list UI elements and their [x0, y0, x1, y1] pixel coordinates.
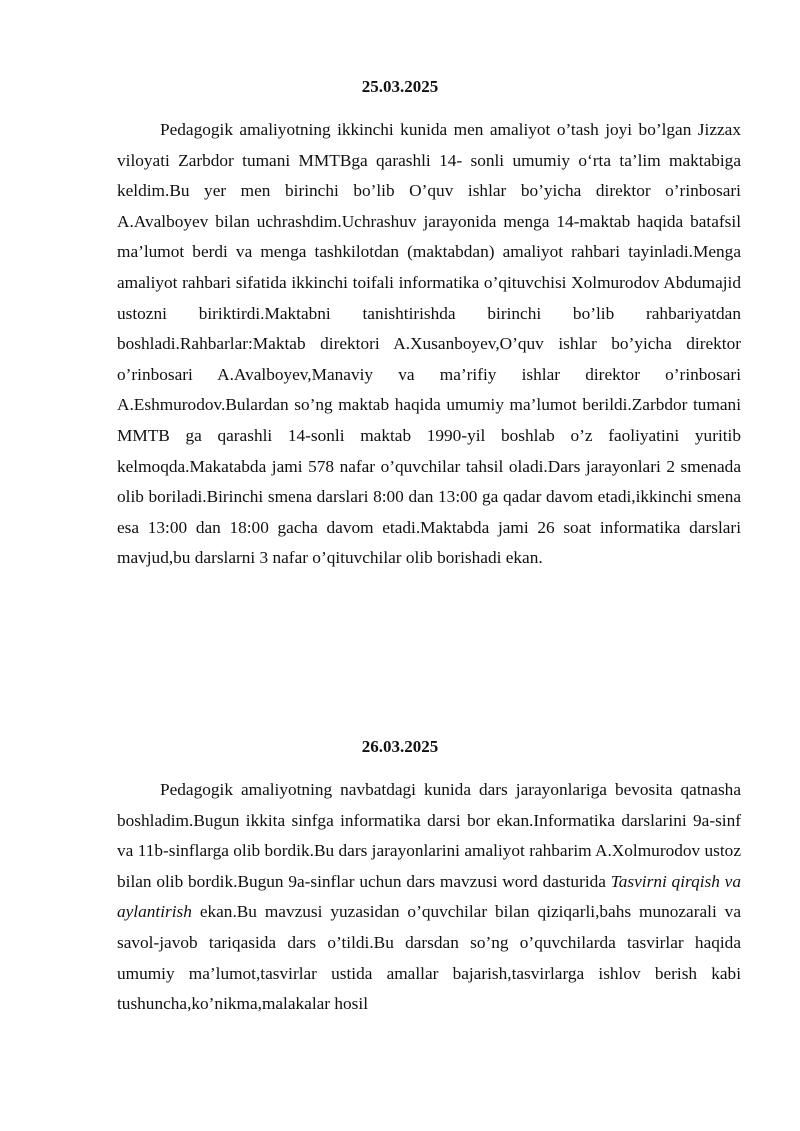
entry-paragraph-2-text-end: ekan.Bu mavzusi yuzasidan o’quvchilar bilan qiziqarli,bahs munozarali va savol-javob tariqasida dars o’tildi.Bu darsdan so’ng o’quvchilarda tasvirlar haqida umumiy ma’lumot,tasvirlar ustida amallar bajarish,tasvirlarga ishlov berish kabi tushuncha,ko’nikma,malakalar hosil	[117, 902, 741, 1014]
entry-paragraph-2	[117, 775, 741, 1020]
entry-date-2: 26.03.2025	[361, 737, 439, 756]
entry-date-1: 25.03.2025	[361, 77, 439, 96]
topic-title-italic: Tasvirni qirqish va aylantirish	[117, 871, 741, 922]
entry-paragraph-2-text-start: Pedagogik amaliyotning navbatdagi kunida dars jarayonlariga bevosita qatnasha boshladim.Bugun ikkita sinfga informatika darsi bor ekan.Informatika darslarini 9a-sinf va 11b-sinflarga olib bordik.Bu dars jarayonlarini amaliyot rahbarim A.Xolmurodov ustoz bilan olib bordik.Bugun 9a-sinflar uchun dars mavzusi word dasturida	[117, 780, 741, 891]
entry-paragraph-1: Pedagogik amaliyotning ikkinchi kunida men amaliyot o’tash joyi bo’lgan Jizzax viloyati Zarbdor tumani MMTBga qarashli 14- sonli umumiy o‘rta ta’lim maktabiga keldim.Bu yer men birinchi bo’lib O’quv ishlar bo’yicha direktor o’rinbosari A.Avalboyev bilan uchrashdim.Uchrashuv jarayonida menga 14-maktab haqida batafsil ma’lumot berdi va menga tashkilotdan (maktabdan) amaliyot rahbari tayinladi.Menga amaliyot rahbari sifatida ikkinchi toifali informatika o’qituvchisi Xolmurodov Abdumajid ustozni biriktirdi.Maktabni tanishtirishda birinchi bo’lib rahbariyatdan boshladi.Rahbarlar:Maktab direktori A.Xusanboyev,O’quv ishlar bo’yicha direktor o’rinbosari A.Avalboyev,Manaviy va ma’rifiy ishlar direktor o’rinbosari A.Eshmurodov.Bulardan so’ng maktab haqida umumiy ma’lumot berildi.Zarbdor tumani MMTB ga qarashli 14-sonli maktab 1990-yil boshlab o’z faoliyatini yuritib kelmoqda.Makatabda jami 578 nafar o’quvchilar tahsil oladi.Dars jarayonlari 2 smenada olib boriladi.Birinchi smena darslari 8:00 dan 13:00 ga qadar davom etadi,ikkinchi smena esa 13:00 dan 18:00 gacha davom etadi.Maktabda jami 26 soat informatika darslari mavjud,bu darslarni 3 nafar o’qituvchilar olib borishadi ekan.	[117, 120, 741, 568]
